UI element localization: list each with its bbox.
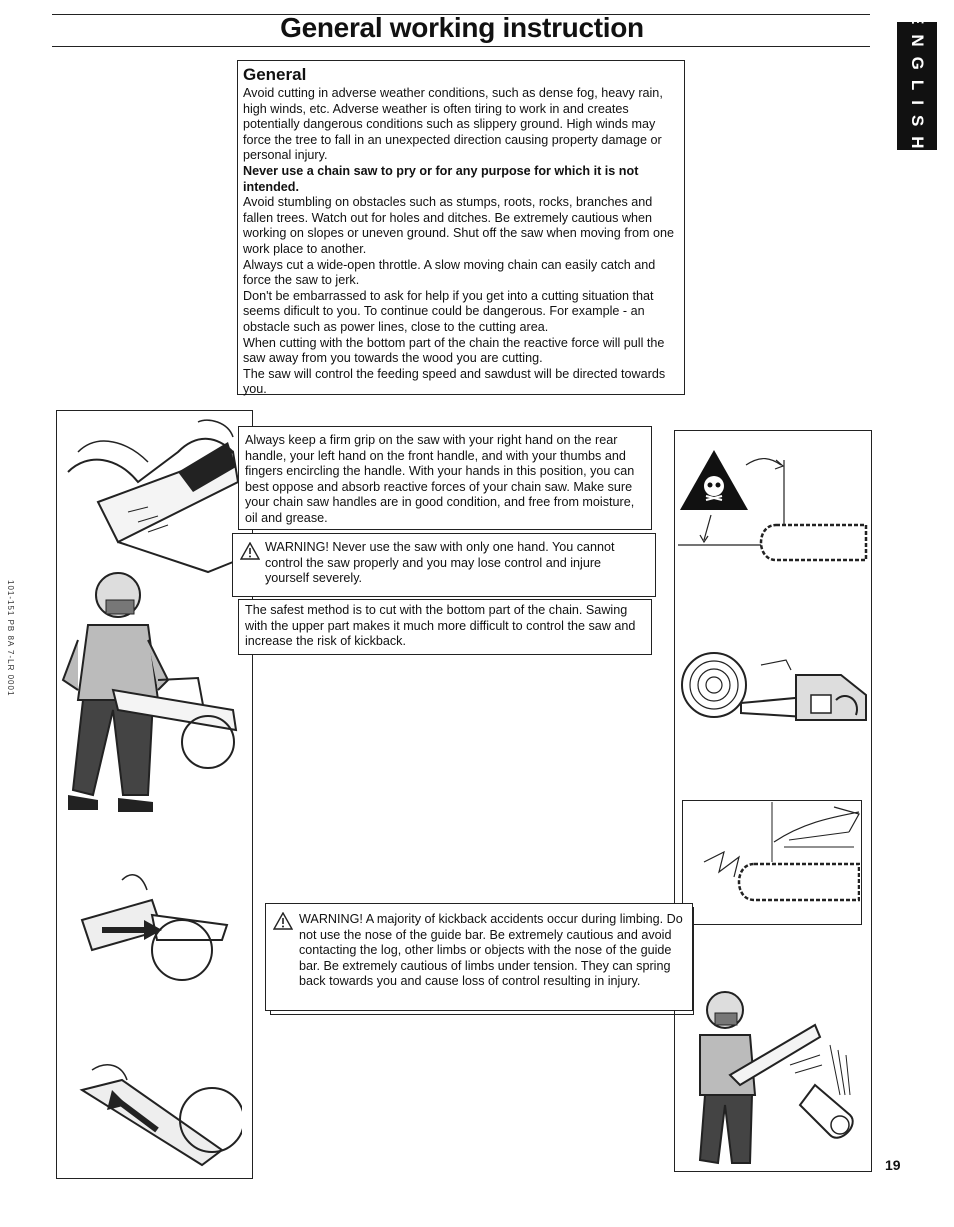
header-rule-bottom <box>52 46 870 47</box>
general-paragraph-help: Don't be embarrassed to ask for help if you get into a cutting situation that seems dificult to you. To continue could be dangerous. For example - an obstacle such as power lines, close to the cutting area. <box>243 288 654 334</box>
grip-hands-illustration <box>58 412 243 577</box>
language-tab-label: ENGLISH <box>908 13 927 159</box>
general-paragraph-weather: Avoid cutting in adverse weather conditions, such as dense fog, heavy rain, high winds, etc. Adverse weather is often tiring to work in and creates potentially dangerous conditions such as slippery ground. High winds may force the tree to fall in an unexpected direction causing property damage or personal injury. <box>243 86 663 163</box>
kickback-zone-illustration <box>676 440 870 590</box>
page-title: General working instruction <box>280 12 644 43</box>
general-paragraph-throttle: Always cut a wide-open throttle. A slow moving chain can easily catch and force the saw to jerk. <box>243 257 656 288</box>
saw-push-illustration <box>62 1060 242 1175</box>
grip-instruction-text: Always keep a firm grip on the saw with your right hand on the rear handle, your left hand on the front handle, and with your thumbs and fingers encircling the handle. With your hands in this position, you can best oppose and absorb reactive forces of your chain saw. Make sure your chain saw handles are in good condition, and free from moisture, oil and grease. <box>245 433 635 525</box>
kickback-bar-illustration <box>684 802 860 923</box>
general-paragraph-feeding: The saw will control the feeding speed and sawdust will be directed towards you. <box>243 366 666 397</box>
general-heading: General <box>243 65 307 84</box>
log-cutting-illustration <box>676 645 870 725</box>
warning-one-hand-text: WARNING! Never use the saw with only one hand. You cannot control the saw properly and you may lose control and injure yourself severely. <box>265 540 615 586</box>
general-paragraph-bottom-chain: When cutting with the bottom part of the chain the reactive force will pull the saw away from you towards the wood you are cutting. <box>243 335 665 366</box>
grip-instruction-box <box>238 426 652 530</box>
cutting-method-text: The safest method is to cut with the bottom part of the chain. Sawing with the upper part makes it much more difficult to control the saw and increase the risk of kickback. <box>245 603 636 649</box>
general-paragraph-obstacles: Avoid stumbling on obstacles such as stumps, roots, rocks, branches and fallen trees. Watch out for holes and ditches. Be extremely cautious when working on slopes or uneven ground. Shut off the saw when moving from one work place to another. <box>243 195 675 256</box>
page-number: 19 <box>885 1157 901 1173</box>
general-section <box>237 60 685 395</box>
warning-triangle-icon <box>273 912 293 930</box>
margin-print-code: 101-151 PB 8A 7-LR 0001 <box>6 580 15 697</box>
warning-kickback-text: WARNING! A majority of kickback accidents occur during limbing. Do not use the nose of the guide bar. Be extremely cautious and avoid contacting the log, other limbs or objects with the nose of the guide bar. Be extremely cautious of limbs under tension. They can spring back towards you and cause loss of control resulting in injury. <box>299 912 683 989</box>
warning-triangle-icon <box>240 542 260 560</box>
warning-one-hand-box <box>232 533 656 597</box>
general-paragraph-pry-warning: Never use a chain saw to pry or for any purpose for which it is not intended. <box>243 163 639 194</box>
warning-kickback-box <box>265 903 693 1011</box>
saw-pull-illustration <box>62 860 242 995</box>
language-tab <box>897 13 937 159</box>
standing-operator-illustration <box>58 570 243 835</box>
cutting-method-box <box>238 599 652 655</box>
limbing-operator-illustration <box>690 985 865 1170</box>
